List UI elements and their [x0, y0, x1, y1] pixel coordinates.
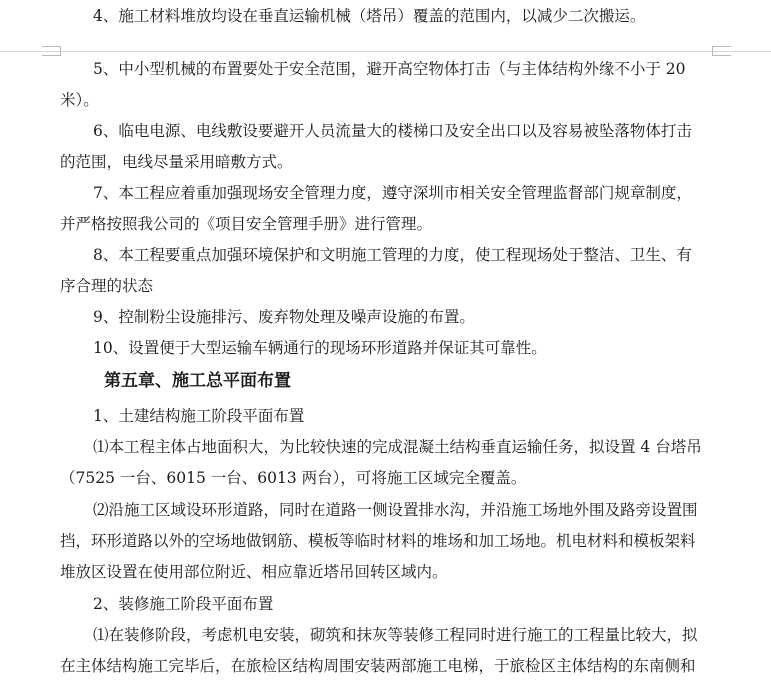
paragraph-line: 6、临电电源、电线敷设要避开人员流量大的楼梯口及安全出口以及容易被坠落物体打击 [93, 122, 692, 140]
margin-corner-mark-left [42, 46, 61, 56]
paragraph-line: 7、本工程应着重加强现场安全管理力度，遵守深圳市相关安全管理监督部门规章制度， [93, 184, 692, 202]
section-heading-line: 2、装修施工阶段平面布置 [93, 595, 274, 613]
paragraph-line: ⑴在装修阶段，考虑机电安装，砌筑和抹灰等装修工程同时进行施工的工程量比较大，拟 [93, 626, 698, 644]
paragraph-line: 10、设置便于大型运输车辆通行的现场环形道路并保证其可靠性。 [93, 339, 547, 357]
section-heading-line: 1、土建结构施工阶段平面布置 [93, 407, 305, 425]
paragraph-line: ⑵沿施工区域设环形道路，同时在道路一侧设置排水沟，并沿施工场地外围及路旁设置围 [93, 501, 698, 519]
margin-corner-mark-right [712, 46, 731, 56]
chapter-heading: 第五章、施工总平面布置 [104, 371, 291, 391]
paragraph-line: 在主体结构施工完毕后，在旅检区结构周围安装两部施工电梯，于旅检区主体结构的东南侧和 [60, 657, 696, 675]
page-boundary-line [0, 51, 771, 52]
paragraph-line: 5、中小型机械的布置要处于安全范围，避开高空物体打击（与主体结构外缘不小于 20 [93, 60, 686, 78]
paragraph-line: 并严格按照我公司的《项目安全管理手册》进行管理。 [60, 215, 433, 233]
paragraph-line: 挡，环形道路以外的空场地做钢筋、模板等临时材料的堆场和加工场地。机电材料和模板架料 [60, 532, 696, 550]
paragraph-line: 序合理的状态 [60, 277, 154, 295]
paragraph-line: ⑴本工程主体占地面积大，为比较快速的完成混凝土结构垂直运输任务，拟设置 4 台塔吊 [93, 438, 702, 456]
paragraph-line: 米）。 [60, 91, 99, 109]
paragraph-line: 9、控制粉尘设施排污、废弃物处理及噪声设施的布置。 [93, 308, 475, 326]
paragraph-line: 的范围，电线尽量采用暗敷方式。 [60, 153, 293, 171]
paragraph-line: 堆放区设置在使用部位附近、相应靠近塔吊回转区域内。 [60, 563, 448, 581]
paragraph-line: 4、施工材料堆放均设在垂直运输机械（塔吊）覆盖的范围内，以减少二次搬运。 [93, 7, 646, 25]
paragraph-line: （7525 一台、6015 一台、6013 两台），可将施工区域完全覆盖。 [60, 469, 527, 487]
paragraph-line: 8、本工程要重点加强环境保护和文明施工管理的力度，使工程现场处于整洁、卫生、有 [93, 246, 692, 264]
